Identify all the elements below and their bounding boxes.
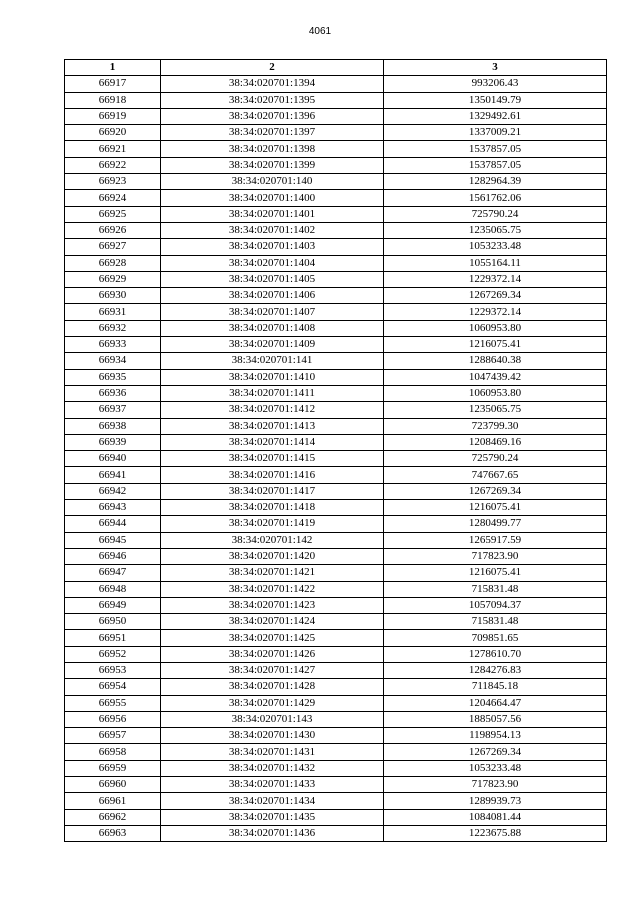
value-cell: 1198954.13 xyxy=(384,728,607,744)
value-cell: 993206.43 xyxy=(384,76,607,92)
row-number-cell: 66946 xyxy=(65,548,161,564)
table-row xyxy=(65,337,607,353)
cadastral-number-cell: 38:34:020701:1396 xyxy=(161,108,384,124)
table-row xyxy=(65,320,607,336)
row-number-cell: 66956 xyxy=(65,711,161,727)
value-cell: 1267269.34 xyxy=(384,288,607,304)
table-row xyxy=(65,141,607,157)
table-row xyxy=(65,532,607,548)
table-row xyxy=(65,793,607,809)
value-cell: 1350149.79 xyxy=(384,92,607,108)
value-cell: 711845.18 xyxy=(384,679,607,695)
row-number-cell: 66957 xyxy=(65,728,161,744)
cadastral-number-cell: 38:34:020701:1410 xyxy=(161,369,384,385)
table-row xyxy=(65,125,607,141)
value-cell: 1057094.37 xyxy=(384,597,607,613)
table-row xyxy=(65,516,607,532)
row-number-cell: 66958 xyxy=(65,744,161,760)
cadastral-number-cell: 38:34:020701:1419 xyxy=(161,516,384,532)
row-number-cell: 66927 xyxy=(65,239,161,255)
cadastral-number-cell: 38:34:020701:1411 xyxy=(161,385,384,401)
value-cell: 1337009.21 xyxy=(384,125,607,141)
value-cell: 1053233.48 xyxy=(384,239,607,255)
cadastral-number-cell: 38:34:020701:1421 xyxy=(161,565,384,581)
table-row xyxy=(65,711,607,727)
row-number-cell: 66954 xyxy=(65,679,161,695)
table-row xyxy=(65,581,607,597)
row-number-cell: 66925 xyxy=(65,206,161,222)
table-row xyxy=(65,451,607,467)
value-cell: 1060953.80 xyxy=(384,385,607,401)
cadastral-number-cell: 38:34:020701:1428 xyxy=(161,679,384,695)
table-row xyxy=(65,597,607,613)
value-cell: 725790.24 xyxy=(384,206,607,222)
cadastral-number-cell: 38:34:020701:1405 xyxy=(161,271,384,287)
table-row xyxy=(65,614,607,630)
registry-table xyxy=(64,59,607,842)
table-row xyxy=(65,369,607,385)
row-number-cell: 66962 xyxy=(65,809,161,825)
table-row xyxy=(65,825,607,841)
table-body xyxy=(65,76,607,842)
cadastral-number-cell: 38:34:020701:1429 xyxy=(161,695,384,711)
row-number-cell: 66955 xyxy=(65,695,161,711)
cadastral-number-cell: 38:34:020701:1434 xyxy=(161,793,384,809)
cadastral-number-cell: 38:34:020701:1412 xyxy=(161,402,384,418)
cadastral-number-cell: 38:34:020701:1432 xyxy=(161,760,384,776)
cadastral-number-cell: 38:34:020701:1401 xyxy=(161,206,384,222)
table-row xyxy=(65,483,607,499)
value-cell: 1278610.70 xyxy=(384,646,607,662)
cadastral-number-cell: 38:34:020701:1414 xyxy=(161,434,384,450)
value-cell: 1223675.88 xyxy=(384,825,607,841)
cadastral-number-cell: 38:34:020701:1435 xyxy=(161,809,384,825)
table-row xyxy=(65,467,607,483)
table-row xyxy=(65,777,607,793)
cadastral-number-cell: 38:34:020701:1406 xyxy=(161,288,384,304)
cadastral-number-cell: 38:34:020701:1408 xyxy=(161,320,384,336)
value-cell: 747667.65 xyxy=(384,467,607,483)
row-number-cell: 66921 xyxy=(65,141,161,157)
cadastral-number-cell: 38:34:020701:1395 xyxy=(161,92,384,108)
value-cell: 1289939.73 xyxy=(384,793,607,809)
row-number-cell: 66959 xyxy=(65,760,161,776)
value-cell: 1055164.11 xyxy=(384,255,607,271)
row-number-cell: 66923 xyxy=(65,174,161,190)
row-number-cell: 66933 xyxy=(65,337,161,353)
table-row xyxy=(65,760,607,776)
table-row xyxy=(65,418,607,434)
table-header-row xyxy=(65,60,607,76)
value-cell: 717823.90 xyxy=(384,548,607,564)
row-number-cell: 66934 xyxy=(65,353,161,369)
cadastral-number-cell: 38:34:020701:1430 xyxy=(161,728,384,744)
table-row xyxy=(65,385,607,401)
value-cell: 723799.30 xyxy=(384,418,607,434)
table-row xyxy=(65,744,607,760)
row-number-cell: 66920 xyxy=(65,125,161,141)
table-row xyxy=(65,255,607,271)
row-number-cell: 66932 xyxy=(65,320,161,336)
cadastral-number-cell: 38:34:020701:1397 xyxy=(161,125,384,141)
row-number-cell: 66944 xyxy=(65,516,161,532)
value-cell: 725790.24 xyxy=(384,451,607,467)
table-row xyxy=(65,190,607,206)
table-row xyxy=(65,157,607,173)
table-row xyxy=(65,108,607,124)
table-row xyxy=(65,809,607,825)
page-number: 4061 xyxy=(308,26,332,37)
row-number-cell: 66922 xyxy=(65,157,161,173)
table-row xyxy=(65,728,607,744)
table-row xyxy=(65,679,607,695)
value-cell: 1216075.41 xyxy=(384,337,607,353)
value-cell: 1288640.38 xyxy=(384,353,607,369)
row-number-cell: 66960 xyxy=(65,777,161,793)
value-cell: 717823.90 xyxy=(384,777,607,793)
row-number-cell: 66952 xyxy=(65,646,161,662)
row-number-cell: 66938 xyxy=(65,418,161,434)
value-cell: 1235065.75 xyxy=(384,222,607,238)
value-cell: 1204664.47 xyxy=(384,695,607,711)
row-number-cell: 66948 xyxy=(65,581,161,597)
row-number-cell: 66953 xyxy=(65,662,161,678)
value-cell: 1084081.44 xyxy=(384,809,607,825)
cadastral-number-cell: 38:34:020701:1415 xyxy=(161,451,384,467)
value-cell: 1885057.56 xyxy=(384,711,607,727)
cadastral-number-cell: 38:34:020701:1423 xyxy=(161,597,384,613)
cadastral-number-cell: 38:34:020701:1398 xyxy=(161,141,384,157)
column-header-1: 1 xyxy=(65,60,161,76)
table-row xyxy=(65,402,607,418)
value-cell: 1561762.06 xyxy=(384,190,607,206)
table-row xyxy=(65,353,607,369)
table-row xyxy=(65,646,607,662)
value-cell: 1537857.05 xyxy=(384,141,607,157)
value-cell: 1216075.41 xyxy=(384,565,607,581)
table-row xyxy=(65,76,607,92)
row-number-cell: 66961 xyxy=(65,793,161,809)
row-number-cell: 66930 xyxy=(65,288,161,304)
value-cell: 1280499.77 xyxy=(384,516,607,532)
row-number-cell: 66924 xyxy=(65,190,161,206)
cadastral-number-cell: 38:34:020701:1400 xyxy=(161,190,384,206)
cadastral-number-cell: 38:34:020701:1433 xyxy=(161,777,384,793)
table-row xyxy=(65,239,607,255)
cadastral-number-cell: 38:34:020701:1409 xyxy=(161,337,384,353)
row-number-cell: 66919 xyxy=(65,108,161,124)
row-number-cell: 66918 xyxy=(65,92,161,108)
row-number-cell: 66931 xyxy=(65,304,161,320)
table-row xyxy=(65,222,607,238)
row-number-cell: 66917 xyxy=(65,76,161,92)
row-number-cell: 66940 xyxy=(65,451,161,467)
row-number-cell: 66939 xyxy=(65,434,161,450)
table-row xyxy=(65,500,607,516)
cadastral-number-cell: 38:34:020701:1436 xyxy=(161,825,384,841)
value-cell: 1208469.16 xyxy=(384,434,607,450)
cadastral-number-cell: 38:34:020701:1417 xyxy=(161,483,384,499)
table-row xyxy=(65,434,607,450)
cadastral-number-cell: 38:34:020701:143 xyxy=(161,711,384,727)
row-number-cell: 66928 xyxy=(65,255,161,271)
table-row xyxy=(65,288,607,304)
column-header-3: 3 xyxy=(384,60,607,76)
value-cell: 1216075.41 xyxy=(384,500,607,516)
cadastral-number-cell: 38:34:020701:1394 xyxy=(161,76,384,92)
value-cell: 1284276.83 xyxy=(384,662,607,678)
value-cell: 1267269.34 xyxy=(384,744,607,760)
value-cell: 715831.48 xyxy=(384,581,607,597)
cadastral-number-cell: 38:34:020701:1413 xyxy=(161,418,384,434)
cadastral-number-cell: 38:34:020701:1425 xyxy=(161,630,384,646)
table-row xyxy=(65,271,607,287)
row-number-cell: 66943 xyxy=(65,500,161,516)
value-cell: 715831.48 xyxy=(384,614,607,630)
value-cell: 1235065.75 xyxy=(384,402,607,418)
cadastral-number-cell: 38:34:020701:1399 xyxy=(161,157,384,173)
value-cell: 1060953.80 xyxy=(384,320,607,336)
cadastral-number-cell: 38:34:020701:141 xyxy=(161,353,384,369)
row-number-cell: 66929 xyxy=(65,271,161,287)
cadastral-number-cell: 38:34:020701:1416 xyxy=(161,467,384,483)
row-number-cell: 66936 xyxy=(65,385,161,401)
cadastral-number-cell: 38:34:020701:1404 xyxy=(161,255,384,271)
cadastral-number-cell: 38:34:020701:1427 xyxy=(161,662,384,678)
row-number-cell: 66937 xyxy=(65,402,161,418)
value-cell: 1282964.39 xyxy=(384,174,607,190)
value-cell: 1265917.59 xyxy=(384,532,607,548)
cadastral-number-cell: 38:34:020701:1424 xyxy=(161,614,384,630)
table-row xyxy=(65,174,607,190)
cadastral-number-cell: 38:34:020701:142 xyxy=(161,532,384,548)
cadastral-number-cell: 38:34:020701:140 xyxy=(161,174,384,190)
value-cell: 709851.65 xyxy=(384,630,607,646)
row-number-cell: 66935 xyxy=(65,369,161,385)
cadastral-number-cell: 38:34:020701:1426 xyxy=(161,646,384,662)
value-cell: 1267269.34 xyxy=(384,483,607,499)
cadastral-number-cell: 38:34:020701:1431 xyxy=(161,744,384,760)
row-number-cell: 66949 xyxy=(65,597,161,613)
row-number-cell: 66941 xyxy=(65,467,161,483)
table-row xyxy=(65,630,607,646)
table-row xyxy=(65,662,607,678)
column-header-2: 2 xyxy=(161,60,384,76)
value-cell: 1229372.14 xyxy=(384,304,607,320)
table-row xyxy=(65,695,607,711)
table-row xyxy=(65,565,607,581)
cadastral-number-cell: 38:34:020701:1420 xyxy=(161,548,384,564)
row-number-cell: 66950 xyxy=(65,614,161,630)
table-row xyxy=(65,548,607,564)
row-number-cell: 66926 xyxy=(65,222,161,238)
value-cell: 1047439.42 xyxy=(384,369,607,385)
value-cell: 1053233.48 xyxy=(384,760,607,776)
table-row xyxy=(65,92,607,108)
value-cell: 1229372.14 xyxy=(384,271,607,287)
cadastral-number-cell: 38:34:020701:1418 xyxy=(161,500,384,516)
row-number-cell: 66963 xyxy=(65,825,161,841)
row-number-cell: 66942 xyxy=(65,483,161,499)
cadastral-number-cell: 38:34:020701:1403 xyxy=(161,239,384,255)
table-row xyxy=(65,206,607,222)
cadastral-number-cell: 38:34:020701:1422 xyxy=(161,581,384,597)
cadastral-number-cell: 38:34:020701:1402 xyxy=(161,222,384,238)
value-cell: 1537857.05 xyxy=(384,157,607,173)
row-number-cell: 66945 xyxy=(65,532,161,548)
row-number-cell: 66947 xyxy=(65,565,161,581)
value-cell: 1329492.61 xyxy=(384,108,607,124)
table-row xyxy=(65,304,607,320)
cadastral-number-cell: 38:34:020701:1407 xyxy=(161,304,384,320)
row-number-cell: 66951 xyxy=(65,630,161,646)
